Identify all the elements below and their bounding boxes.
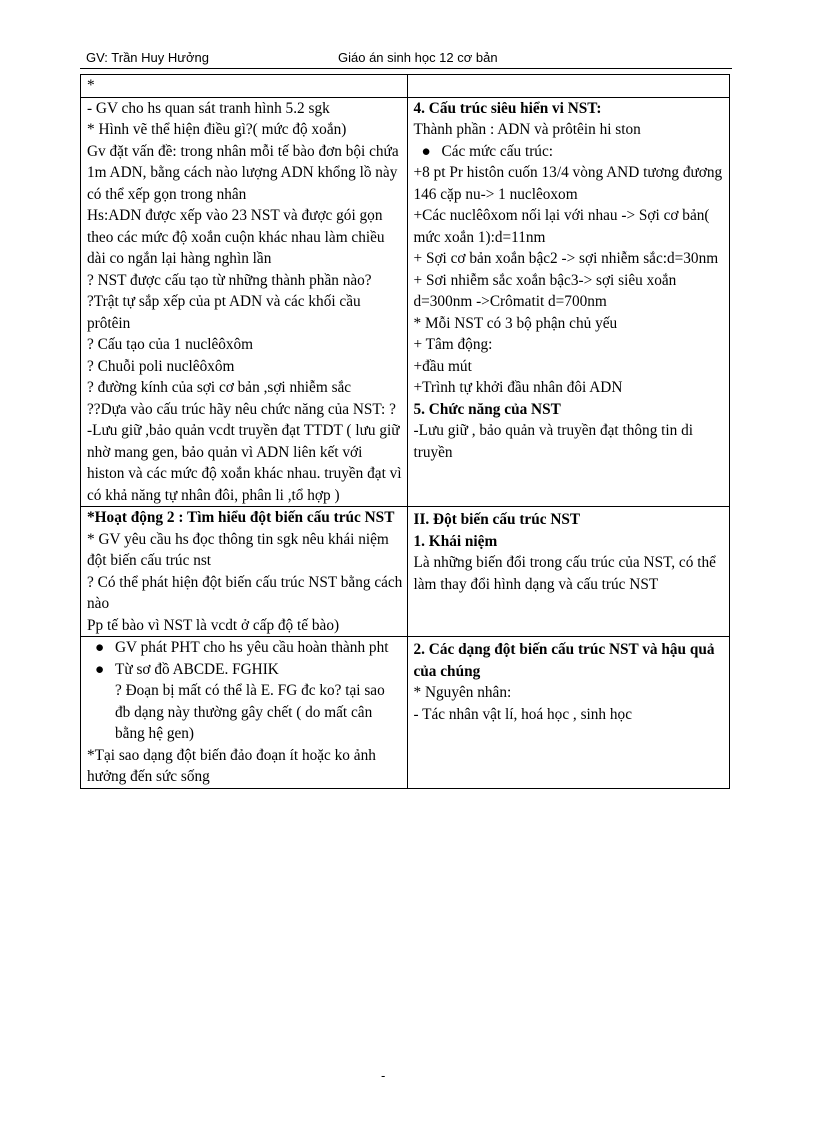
document-title: Giáo án sinh học 12 cơ bản: [338, 50, 498, 65]
table-row: [81, 75, 730, 98]
cell-text: * GV yêu cầu hs đọc thông tin sgk nêu khái niệm đột biến cấu trúc nst: [87, 530, 389, 569]
cell-text: ? NST được cấu tạo từ những thành phần nào?: [87, 271, 372, 289]
bullet-list: [87, 637, 403, 680]
cell-text: ? Đoạn bị mất có thể là E. FG đc ko? tại sao đb dạng này thường gây chết ( do mất cân bằng hệ gen): [115, 682, 385, 742]
cell-text: Pp tế bào vì NST là vcdt ở cấp độ tế bào): [87, 616, 340, 634]
cell-text: - Tác nhân vật lí, hoá học , sinh học: [413, 705, 632, 723]
cell-text: * Nguyên nhân:: [413, 684, 512, 701]
cell-text: +Trình tự khởi đầu nhân đôi ADN: [413, 379, 623, 396]
section-heading: 1. Khái niệm: [413, 532, 498, 550]
cell-text: -Lưu giữ ,bảo quản vcdt truyền đạt TTDT ( lưu giữ nhờ mang gen, bảo quản vì ADN liên kết với histon và các mức độ xoắn khác nhau. truyền đạt vì có khả năng tự nhân đôi, phân li ,tổ hợp ): [87, 422, 402, 504]
cell-text: -Lưu giữ , bảo quản và truyền đạt thông tin di truyền: [413, 422, 694, 461]
section-heading: 4. Cấu trúc siêu hiển vi NST:: [413, 99, 602, 117]
list-item-text: GV phát PHT cho hs yêu cầu hoàn thành pht: [115, 639, 389, 656]
cell-text: Là những biến đổi trong cấu trúc của NST, có thể làm thay đổi hình dạng và cấu trúc NST: [413, 554, 716, 593]
bullet-icon: ●: [95, 660, 105, 678]
table-cell: [407, 637, 730, 789]
page-footer: -: [381, 1068, 386, 1083]
cell-text: Gv đặt vấn đề: trong nhân mỗi tế bào đơn bội chứa 1m ADN, bằng cách nào lượng ADN khổng lồ này có thể xếp gọn trong nhân: [87, 142, 399, 203]
table-cell: [81, 637, 408, 789]
cell-text: +Các nuclêôxom nối lại với nhau -> Sợi cơ bản( mức xoắn 1):d=11nm: [413, 207, 710, 246]
table-cell: [407, 507, 730, 637]
header-rule: [80, 68, 732, 69]
table-cell: [81, 97, 408, 507]
section-heading: 2. Các dạng đột biến cấu trúc NST và hậu quả của chúng: [413, 641, 715, 680]
cell-text: ?Trật tự sắp xếp của pt ADN và các khối cầu prôtêin: [87, 293, 361, 332]
cell-text: +đầu mút: [413, 357, 472, 375]
table-row: [81, 507, 730, 637]
section-heading: 5. Chức năng của NST: [413, 400, 561, 418]
list-item-text: Các mức cấu trúc:: [441, 142, 553, 160]
bullet-icon: ●: [421, 142, 431, 160]
table-row: [81, 637, 730, 789]
table-cell: [407, 75, 730, 98]
bullet-icon: ●: [95, 639, 105, 656]
list-item: [87, 637, 403, 659]
cell-text: - GV cho hs quan sát tranh hình 5.2 sgk: [87, 99, 330, 117]
cell-text: + Sơi nhiễm sắc xoắn bậc3-> sợi siêu xoắn d=300nm ->Crômatit d=700nm: [413, 271, 677, 310]
cell-text: *: [87, 77, 95, 94]
table-cell: [81, 75, 408, 98]
lesson-table: [80, 74, 730, 789]
cell-text: ? Cấu tạo của 1 nuclêôxôm: [87, 336, 254, 353]
cell-text: + Tâm động:: [413, 336, 493, 353]
activity-heading: *Hoạt động 2 : Tìm hiểu đột biến cấu trúc NST: [87, 509, 395, 526]
list-item-text: Từ sơ đồ ABCDE. FGHIK: [115, 660, 279, 678]
bullet-list: [414, 141, 726, 163]
table-cell: [81, 507, 408, 637]
cell-text: ? đường kính của sợi cơ bản ,sợi nhiễm sắc: [87, 379, 352, 396]
cell-text: ??Dựa vào cấu trúc hãy nêu chức năng của NST: ?: [87, 400, 396, 418]
list-item: [87, 659, 403, 681]
table-row: [81, 97, 730, 507]
list-item: [414, 141, 726, 163]
cell-text: Hs:ADN được xếp vào 23 NST và được gói gọn theo các mức độ xoắn cuộn khác nhau làm chiều dài co ngắn lại hàng nghìn lần: [87, 207, 385, 267]
teacher-name: GV: Trần Huy Hưởng: [86, 50, 209, 65]
section-heading: II. Đột biến cấu trúc NST: [413, 511, 581, 528]
cell-text: *Tại sao dạng đột biến đảo đoạn ít hoặc ko ảnh hưởng đến sức sống: [87, 746, 376, 785]
cell-text: * Mỗi NST có 3 bộ phận chủ yếu: [413, 314, 618, 332]
cell-text: + Sợi cơ bản xoắn bậc2 -> sợi nhiễm sắc:d=30nm: [413, 250, 719, 267]
cell-text: Thành phần : ADN và prôtêin hi ston: [413, 121, 641, 138]
table-cell: [407, 97, 730, 507]
cell-text: * Hình vẽ thể hiện điều gì?( mức độ xoắn): [87, 121, 347, 138]
cell-text: ? Có thể phát hiện đột biến cấu trúc NST bằng cách nào: [87, 573, 403, 612]
cell-text: +8 pt Pr histôn cuốn 13/4 vòng AND tương đương 146 cặp nu-> 1 nuclêoxom: [413, 164, 723, 203]
cell-text: ? Chuỗi poli nuclêôxôm: [87, 357, 235, 375]
